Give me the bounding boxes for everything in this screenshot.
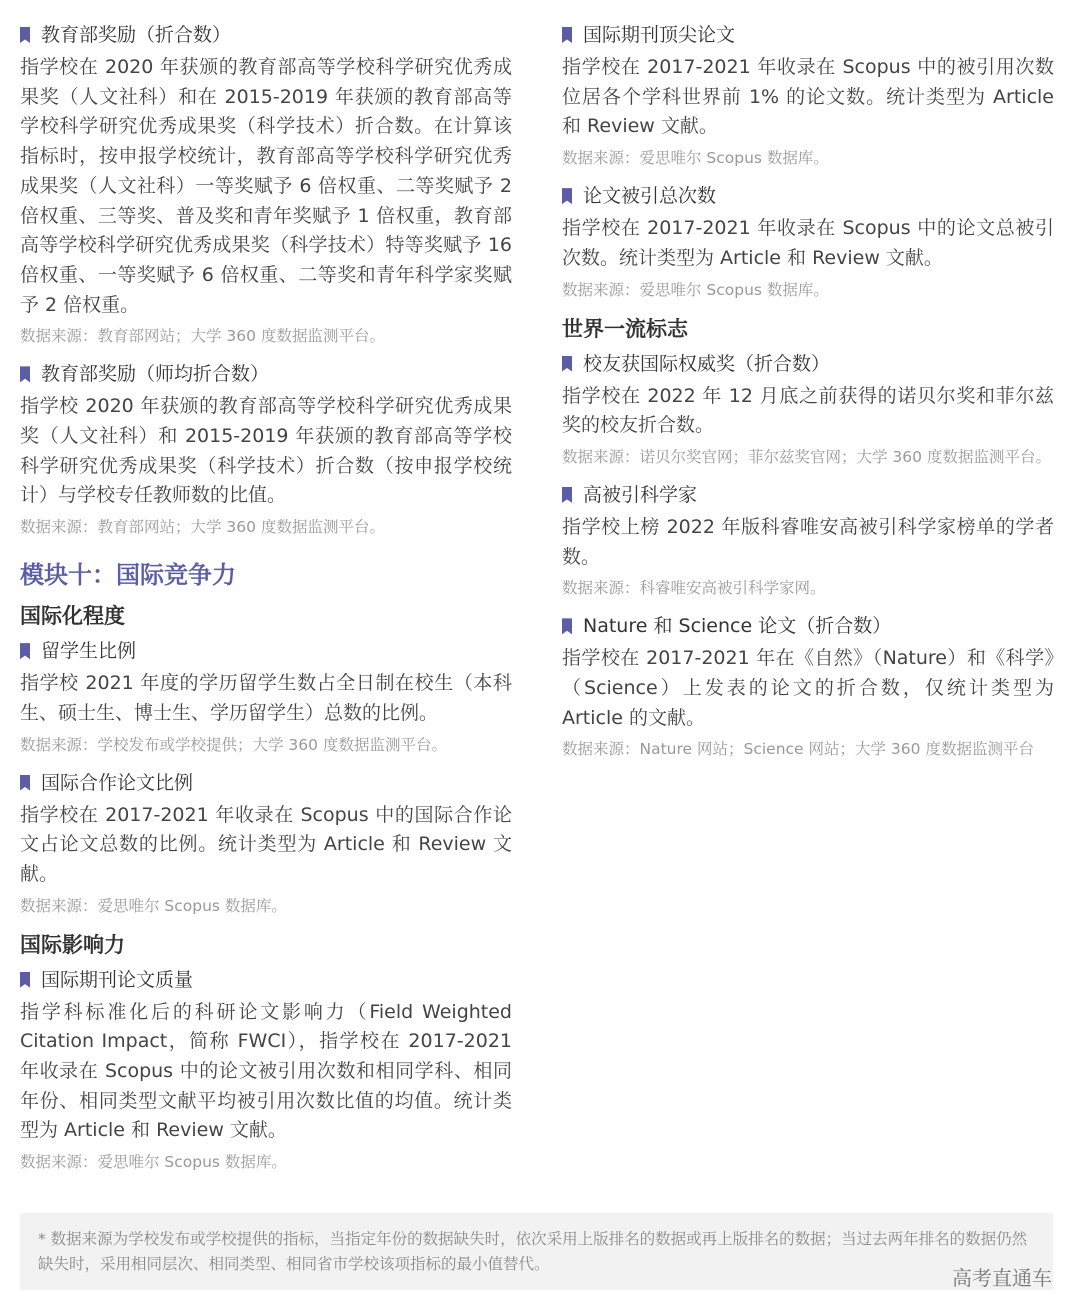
- watermark: 高考直通车: [952, 1266, 1052, 1290]
- indicator-source: 数据来源：诺贝尔奖官网；菲尔兹奖官网；大学 360 度数据监测平台。: [562, 447, 1051, 466]
- indicator-item: [562, 181, 1054, 300]
- indicator-title-row: [562, 181, 1054, 211]
- indicator-source: 数据来源：爱思唯尔 Scopus 数据库。: [20, 1153, 287, 1172]
- indicator-item: [562, 480, 1054, 599]
- indicator-title: 高被引科学家: [583, 483, 698, 506]
- indicator-title-row: [20, 768, 512, 798]
- indicator-title: Nature 和 Science 论文（折合数）: [583, 615, 892, 638]
- bookmark-icon: [20, 643, 30, 659]
- indicator-description: 指学校在 2017-2021 年收录在 Scopus 中的国际合作论文占论文总数的比例。统计类型为 Article 和 Review 文献。: [20, 803, 512, 885]
- indicator-title-row: [20, 965, 512, 995]
- bookmark-icon: [562, 618, 572, 634]
- module-heading: 模块十：国际竞争力: [20, 561, 236, 590]
- indicator-source: 数据来源：科睿唯安高被引科学家网。: [562, 579, 826, 598]
- indicator-item: [562, 349, 1054, 468]
- indicator-description: 指学校上榜 2022 年版科睿唯安高被引科学家榜单的学者数。: [562, 515, 1054, 568]
- indicator-description: 指学校在 2017-2021 年在《自然》（Nature）和《科学》（Science）上发表的论文的折合数，仅统计类型为 Article 的文献。: [562, 647, 1054, 729]
- indicator-description: 指学科标准化后的科研论文影响力（Field Weighted Citation Impact，简称 FWCI），指学校在 2017-2021 年收录在 Scopus 中的论文被引用次数和相同学科、相同年份、相同类型文献平均被引用次数比值的均值。统计类型为 Article 和 Review 文献。: [20, 1000, 512, 1142]
- indicator-title-row: [20, 636, 512, 666]
- indicator-source: 数据来源：学校发布或学校提供；大学 360 度数据监测平台。: [20, 735, 447, 754]
- indicator-item: [20, 768, 512, 917]
- indicator-description: 指学校 2020 年获颁的教育部高等学校科学研究优秀成果奖（人文社科）和 2015-2019 年获颁的教育部高等学校科学研究优秀成果奖（科学技术）折合数（按申报学校统计）与学校专任教师数的比值。: [20, 395, 512, 507]
- indicator-item: [20, 20, 512, 347]
- indicator-source: 数据来源：爱思唯尔 Scopus 数据库。: [20, 896, 287, 915]
- footnote-text: * 数据来源为学校发布或学校提供的指标，当指定年份的数据缺失时，依次采用上版排名的数据或再上版排名的数据；当过去两年排名的数据仍然缺失时，采用相同层次、相同类型、相同省市学校该项指标的最小值替代。: [38, 1230, 1028, 1273]
- indicator-title: 论文被引总次数: [583, 185, 717, 208]
- indicator-item: [20, 636, 512, 755]
- indicator-item: [20, 359, 512, 538]
- left-column: [20, 20, 512, 1185]
- indicator-title-row: [562, 611, 1054, 641]
- indicator-description: 指学校在 2017-2021 年收录在 Scopus 中的被引用次数位居各个学科世界前 1% 的论文数。统计类型为 Article 和 Review 文献。: [562, 56, 1054, 138]
- bookmark-icon: [562, 188, 572, 204]
- footnote-box: [20, 1213, 1053, 1290]
- bookmark-icon: [20, 775, 30, 791]
- bookmark-icon: [20, 366, 30, 382]
- indicator-item: [20, 965, 512, 1174]
- bookmark-icon: [562, 356, 572, 372]
- indicator-source: 数据来源：Nature 网站；Science 网站；大学 360 度数据监测平台: [562, 740, 1034, 759]
- right-column: [562, 20, 1054, 772]
- indicator-title-row: [562, 480, 1054, 510]
- indicator-title: 教育部奖励（折合数）: [41, 24, 232, 46]
- indicator-title-row: [20, 20, 512, 50]
- indicator-title-row: [562, 349, 1054, 379]
- indicator-title: 国际合作论文比例: [41, 771, 194, 794]
- indicator-description: 指学校在 2017-2021 年收录在 Scopus 中的论文总被引次数。统计类型为 Article 和 Review 文献。: [562, 217, 1054, 269]
- indicator-title-row: [562, 20, 1054, 50]
- indicator-item: [562, 20, 1054, 169]
- indicator-source: 数据来源：教育部网站；大学 360 度数据监测平台。: [20, 327, 385, 346]
- indicator-title: 校友获国际权威奖（折合数）: [583, 352, 831, 375]
- indicator-title-row: [20, 359, 512, 389]
- indicator-title: 教育部奖励（师均折合数）: [41, 363, 270, 386]
- indicator-title: 国际期刊论文质量: [41, 968, 194, 991]
- indicator-source: 数据来源：爱思唯尔 Scopus 数据库。: [562, 280, 829, 299]
- bookmark-icon: [20, 972, 30, 988]
- section-heading: 国际化程度: [20, 604, 125, 629]
- indicator-source: 数据来源：爱思唯尔 Scopus 数据库。: [562, 149, 829, 168]
- section-heading: 世界一流标志: [562, 316, 688, 341]
- indicator-source: 数据来源：教育部网站；大学 360 度数据监测平台。: [20, 518, 385, 537]
- indicator-description: 指学校 2021 年度的学历留学生数占全日制在校生（本科生、硕士生、博士生、学历留学生）总数的比例。: [20, 672, 512, 724]
- bookmark-icon: [562, 487, 572, 503]
- indicator-item: [562, 611, 1054, 760]
- section-heading: 国际影响力: [20, 932, 125, 957]
- indicator-title: 国际期刊顶尖论文: [583, 24, 736, 46]
- indicator-description: 指学校在 2020 年获颁的教育部高等学校科学研究优秀成果奖（人文社科）和在 2015-2019 年获颁的教育部高等学校科学研究优秀成果奖（科学技术）折合数。在计算该指标时，按申报学校统计，教育部高等学校科学研究优秀成果奖（人文社科）一等奖赋予 6 倍权重、二等奖赋予 2 倍权重、三等奖、普及奖和青年奖赋予 1 倍权重，教育部高等学校科学研究优秀成果奖（科学技术）特等奖赋予 16 倍权重、一等奖赋予 6 倍权重、二等奖和青年科学家奖赋予 2 倍权重。: [20, 56, 512, 316]
- bookmark-icon: [20, 27, 30, 43]
- indicator-description: 指学校在 2022 年 12 月底之前获得的诺贝尔奖和菲尔兹奖的校友折合数。: [562, 384, 1054, 437]
- bookmark-icon: [562, 27, 572, 43]
- indicator-title: 留学生比例: [41, 640, 137, 663]
